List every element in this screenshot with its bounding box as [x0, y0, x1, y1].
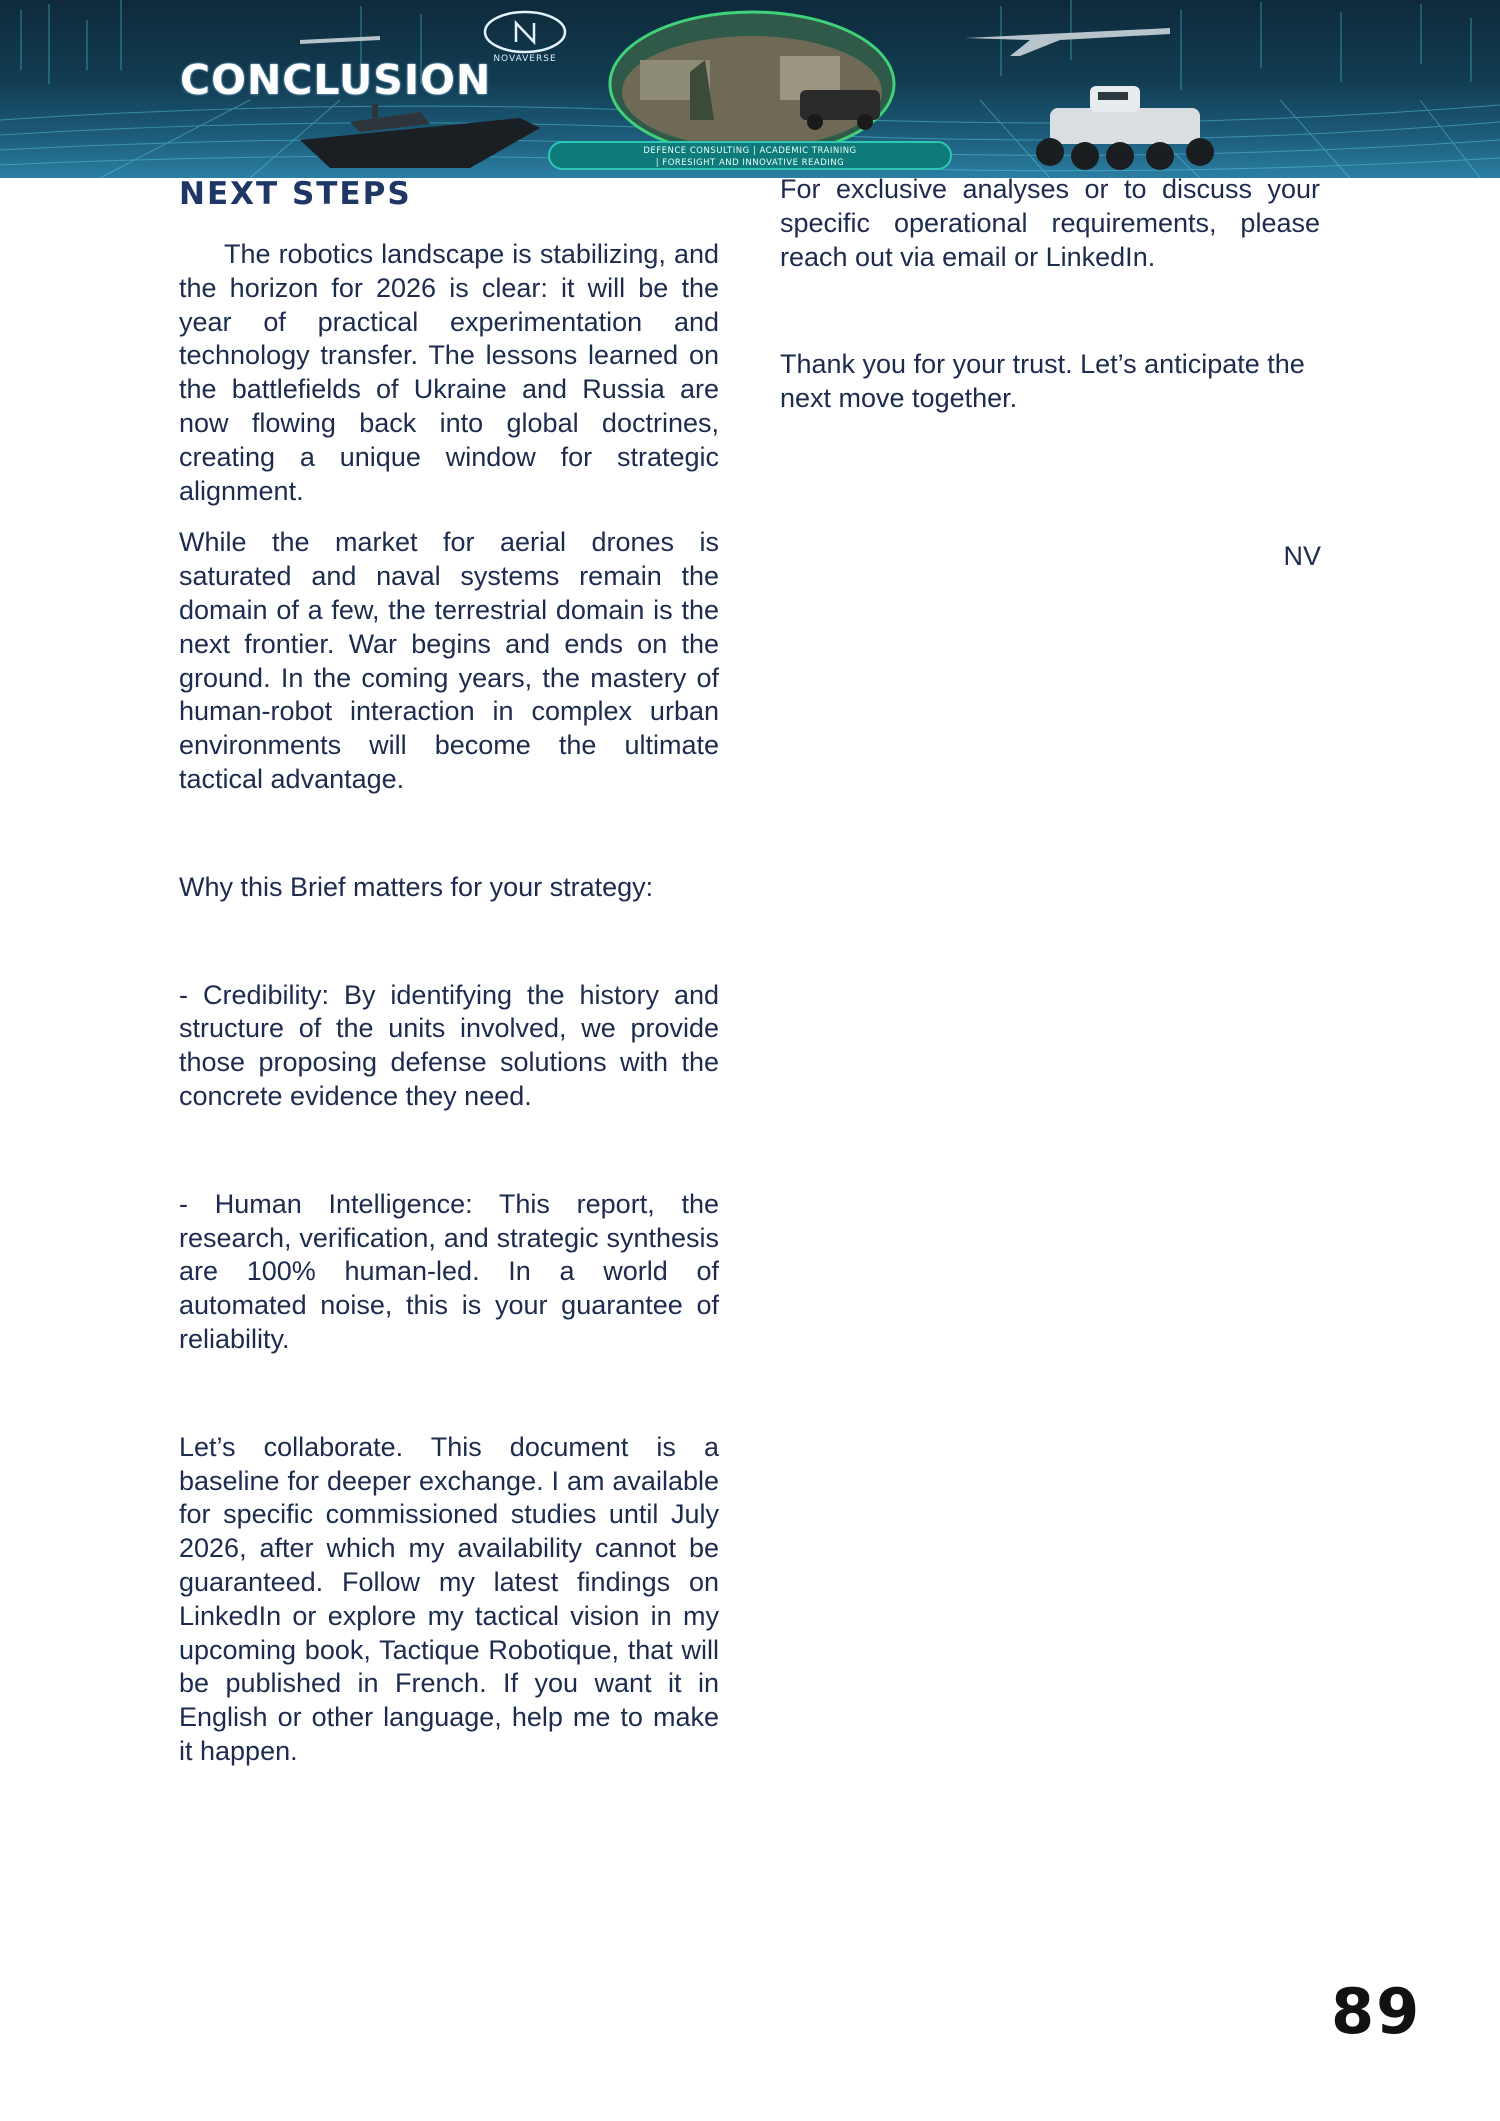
left-column: [179, 238, 719, 1769]
battlefield-image: [610, 12, 894, 156]
header-banner: [0, 0, 1500, 178]
paragraph-thanks: Thank you for your trust. Let’s anticipate the next move together.: [780, 349, 1305, 414]
right-column: [780, 173, 1320, 416]
paragraph-contact: For exclusive analyses or to discuss your specific operational requirements, please reach out via email or LinkedIn.: [780, 174, 1320, 272]
paragraph-why-brief: Why this Brief matters for your strategy:: [179, 871, 654, 902]
boat-silhouette: [300, 104, 540, 168]
section-heading: NEXT STEPS: [179, 176, 412, 212]
tagline-line-1: DEFENCE CONSULTING | ACADEMIC TRAINING: [643, 146, 857, 156]
paragraph-collaborate: Let’s collaborate. This document is a baseline for deeper exchange. I am available for specific commissioned studies until July 2026, after which my availability cannot be guaranteed. Follow my latest findings on LinkedIn or explore my tactical vision in my upcoming book, Tactique Robotique, that will be published in French. If you want it in English or other language, help me to make it happen.: [179, 1431, 719, 1766]
page-title: CONCLUSION: [180, 56, 492, 104]
signature: NV: [1283, 541, 1321, 571]
tagline-badge: [548, 141, 952, 170]
tagline-line-2: | FORESIGHT AND INNOVATIVE READING: [655, 158, 845, 168]
page-number: 89: [1331, 1975, 1422, 2048]
brand-name: NOVAVERSE: [493, 54, 557, 64]
paragraph-human-intelligence: - Human Intelligence: This report, the research, verification, and strategic synthesis are 100% human-led. In a world of automated noise, this is your guarantee of reliability.: [179, 1188, 719, 1354]
paragraph-credibility: - Credibility: By identifying the history and structure of the units involved, we provide those proposing defense solutions with the concrete evidence they need.: [179, 979, 719, 1111]
ground-robot-silhouette: [1036, 86, 1214, 170]
paragraph-intro: The robotics landscape is stabilizing, and the horizon for 2026 is clear: it will be the year of practical experimentation and technology transfer. The lessons learned on the battlefields of Ukraine and Russia are now flowing back into global doctrines, creating a unique window for strategic alignment.: [179, 239, 719, 506]
paragraph-terrestrial: While the market for aerial drones is saturated and naval systems remain the domain of a few, the terrestrial domain is the next frontier. War begins and ends on the ground. In the coming years, the mastery of human-robot interaction in complex urban environments will become the ultimate tactical advantage.: [179, 527, 719, 794]
